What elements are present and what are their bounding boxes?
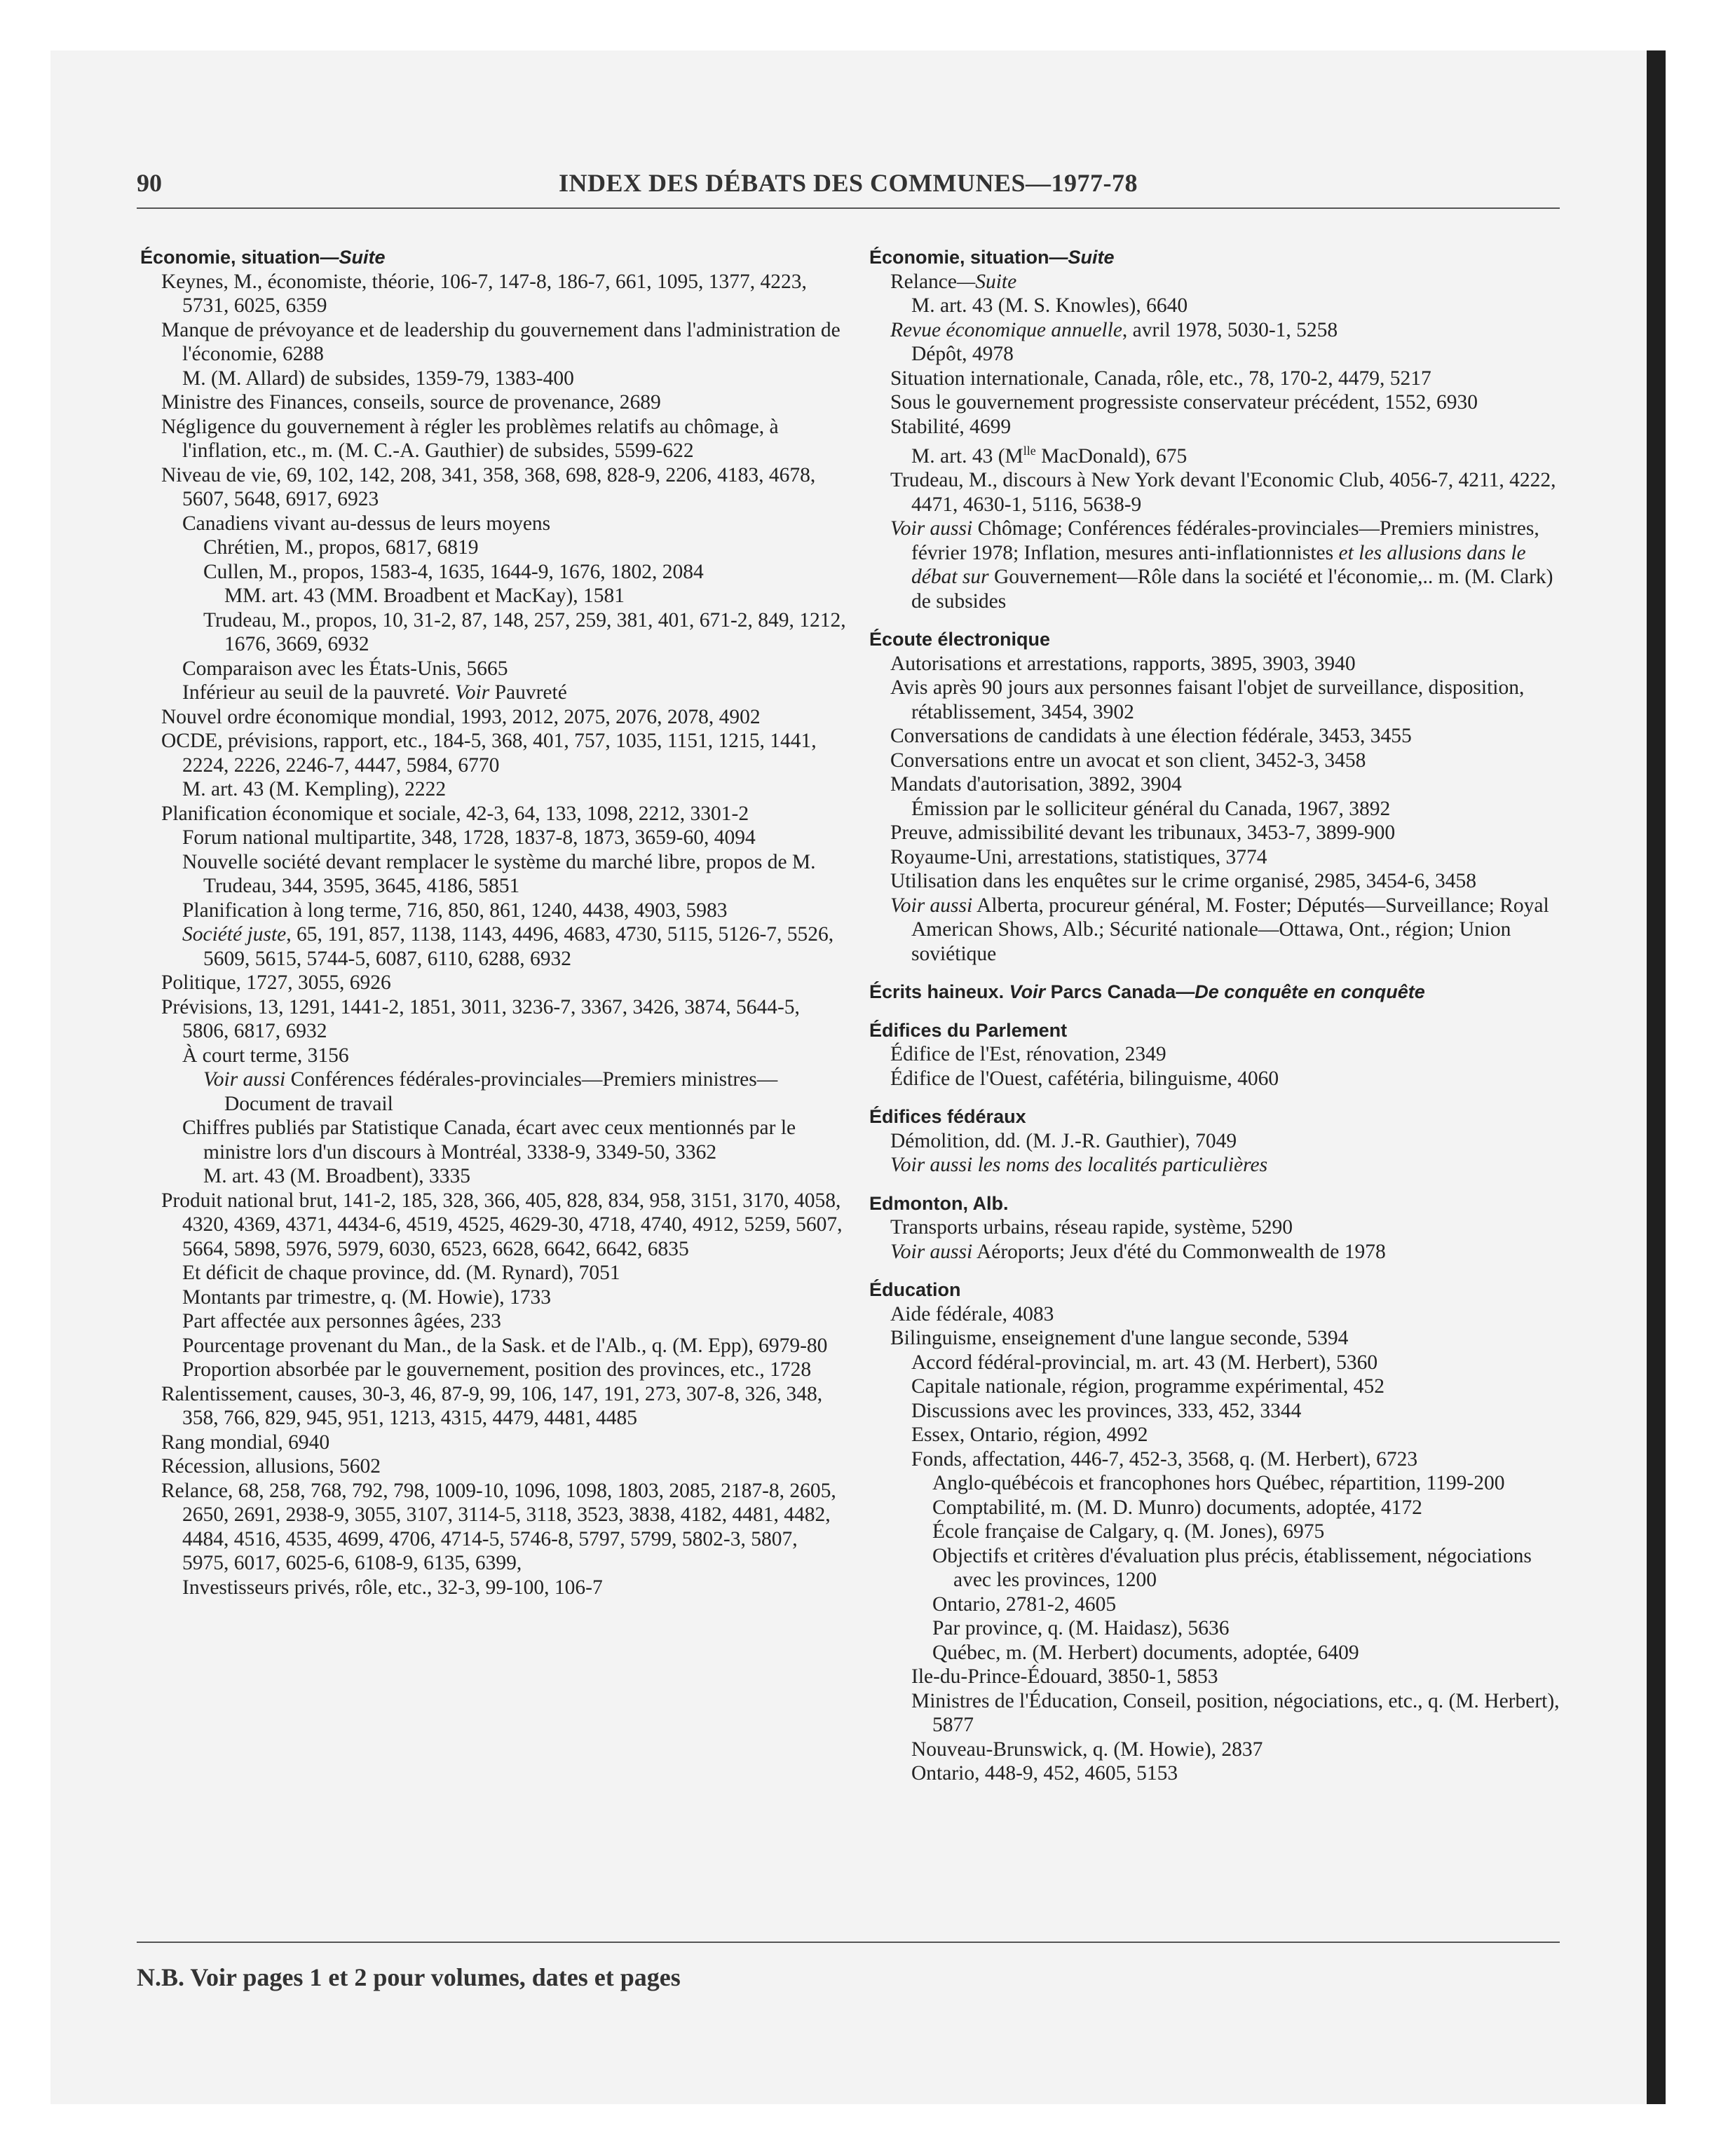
entry-italic-lead: Voir aussi: [890, 1240, 973, 1263]
entry-text: M. art. 43 (M. S. Knowles), 6640: [911, 294, 1188, 317]
index-entry: [869, 845, 1563, 870]
entry-text: Royaume-Uni, arrestations, statistiques, 3774: [890, 845, 1267, 868]
index-entry: [869, 749, 1563, 773]
entry-text: Chiffres publiés par Statistique Canada, écart avec ceux mentionnés par le ministre lors d'un discours à Montréal, 3338-9, 3349-50, 3362: [182, 1117, 796, 1164]
entry-text: Édifice de l'Ouest, cafétéria, bilinguisme, 4060: [890, 1067, 1279, 1090]
entry-text: Aide fédérale, 4083: [890, 1302, 1054, 1325]
index-entry: [869, 1665, 1563, 1689]
index-entry: [140, 729, 848, 777]
index-entry: [869, 1153, 1563, 1178]
index-entry: [869, 797, 1563, 821]
entry-text: Bilinguisme, enseignement d'une langue seconde, 5394: [890, 1327, 1349, 1350]
entry-text: Conversations entre un avocat et son client, 3452-3, 3458: [890, 749, 1366, 772]
index-entry: [869, 1689, 1563, 1738]
index-entry: [140, 415, 848, 463]
entry-after: Gouvernement—Rôle dans la société et l'économie,.. m. (M. Clark) de subsides: [911, 566, 1553, 613]
index-entry: [869, 869, 1563, 894]
entry-text: Stabilité, 4699: [890, 415, 1012, 438]
entry-text: Nouvelle société devant remplacer le système du marché libre, propos de M. Trudeau, 344, 3595, 3645, 4186, 5851: [182, 850, 816, 897]
entry-italic-lead: Société juste: [182, 923, 287, 946]
index-entry: [140, 1358, 848, 1382]
entry-text: Nouveau-Brunswick, q. (M. Howie), 2837: [911, 1738, 1263, 1761]
index-entry: [140, 1044, 848, 1068]
index-entry: [869, 439, 1563, 468]
entry-text: Émission par le solliciteur général du Canada, 1967, 3892: [911, 797, 1391, 820]
entry-text: Transports urbains, réseau rapide, système, 5290: [890, 1216, 1293, 1239]
entry-voir: Voir: [455, 681, 490, 704]
entry-text: Cullen, M., propos, 1583-4, 1635, 1644-9, 1676, 1802, 2084: [203, 560, 704, 583]
index-entry: [869, 1240, 1563, 1264]
entry-text: Trudeau, M., discours à New York devant l'Economic Club, 4056-7, 4211, 4222, 4471, 4630-1, 5116, 5638-9: [890, 469, 1556, 516]
page-header: [137, 168, 1560, 207]
index-entry: [140, 971, 848, 995]
index-entry: [869, 1302, 1563, 1327]
index-entry: [140, 512, 848, 536]
entry-text: Politique, 1727, 3055, 6926: [161, 971, 391, 994]
index-entry: [140, 705, 848, 730]
entry-text: M. (M. Allard) de subsides, 1359-79, 1383-400: [182, 367, 574, 390]
index-heading: [869, 1018, 1563, 1043]
index-entry: [140, 995, 848, 1044]
entry-text: Comparaison avec les États-Unis, 5665: [182, 657, 508, 680]
entry-text: Objectifs et critères d'évaluation plus précis, établissement, négociations avec les provinces, 1200: [932, 1544, 1532, 1592]
entry-text: Chômage; Conférences fédérales-provinciales—Premiers ministres, février 1978; Inflation, mesures anti-inflationnistes: [911, 517, 1539, 564]
index-entry: [869, 390, 1563, 415]
entry-text: Nouvel ordre économique mondial, 1993, 2012, 2075, 2076, 2078, 4902: [161, 705, 761, 728]
entry-text: Autorisations et arrestations, rapports, 3895, 3903, 3940: [890, 652, 1356, 675]
entry-text: Fonds, affectation, 446-7, 452-3, 3568, q. (M. Herbert), 6723: [911, 1447, 1418, 1471]
entry-text: Éducation: [869, 1279, 961, 1301]
entry-text: Écoute électronique: [869, 629, 1051, 650]
entry-italic-tail: De conquête en conquête: [1195, 981, 1425, 1003]
entry-text: Preuve, admissibilité devant les tribunaux, 3453-7, 3899-900: [890, 821, 1396, 845]
entry-text: Ontario, 2781-2, 4605: [932, 1592, 1117, 1616]
entry-suite: —Suite: [957, 270, 1017, 293]
index-entry: [140, 850, 848, 899]
index-entry: [869, 517, 1563, 613]
index-entry: [869, 1641, 1563, 1665]
entry-suite: —Suite: [1049, 247, 1115, 268]
entry-text: MM. art. 43 (MM. Broadbent et MacKay), 1581: [224, 585, 625, 607]
entry-italic-lead: Voir aussi: [890, 517, 973, 540]
footer-note: N.B. Voir pages 1 et 2 pour volumes, dates et pages: [137, 1963, 681, 1991]
entry-text: Montants par trimestre, q. (M. Howie), 1733: [182, 1285, 551, 1309]
entry-text: Démolition, dd. (M. J.-R. Gauthier), 7049: [890, 1129, 1237, 1152]
index-entry: [140, 826, 848, 850]
index-entry: [869, 1544, 1563, 1592]
entry-text: Dépôt, 4978: [911, 343, 1014, 365]
index-entry: [869, 1129, 1563, 1154]
index-entry: [869, 1326, 1563, 1351]
entry-text: Edmonton, Alb.: [869, 1192, 1009, 1214]
binding-edge: [1647, 50, 1666, 2104]
entry-italic-mid: et les allusions dans le débat sur: [911, 541, 1526, 589]
entry-text: Québec, m. (M. Herbert) documents, adoptée, 6409: [932, 1641, 1359, 1664]
index-entry: [869, 1374, 1563, 1399]
entry-text: , avril 1978, 5030-1, 5258: [1122, 318, 1338, 341]
index-entry: [869, 1423, 1563, 1447]
entry-text: Par province, q. (M. Haidasz), 5636: [932, 1617, 1230, 1640]
index-entry: [140, 681, 848, 705]
header-rule: [137, 207, 1560, 209]
entry-text: Mandats d'autorisation, 3892, 3904: [890, 773, 1182, 796]
index-entry: [869, 1447, 1563, 1472]
index-entry: [140, 1261, 848, 1285]
index-entry: [869, 1761, 1563, 1786]
entry-text: , 65, 191, 857, 1138, 1143, 4496, 4683, 4730, 5115, 5126-7, 5526, 5609, 5615, 5744-5, 6087, 6110, 6288, 6932: [203, 923, 834, 970]
entry-text: Niveau de vie, 69, 102, 142, 208, 341, 358, 368, 698, 828-9, 2206, 4183, 4678, 5607, 5648, 6917, 6923: [161, 463, 816, 510]
index-entry: [140, 1334, 848, 1358]
entry-text: Édifices du Parlement: [869, 1019, 1068, 1041]
index-entry: [140, 1431, 848, 1455]
entry-text: Rang mondial, 6940: [161, 1431, 330, 1454]
index-entry: [140, 318, 848, 367]
entry-text: Conversations de candidats à une élection fédérale, 3453, 3455: [890, 725, 1412, 748]
entry-text: Ile-du-Prince-Édouard, 3850-1, 5853: [911, 1665, 1218, 1688]
index-entry: [140, 1164, 848, 1189]
index-entry: [140, 1576, 848, 1600]
index-entry: [869, 294, 1563, 318]
index-heading: [869, 1192, 1563, 1216]
entry-after: Pauvreté: [489, 681, 567, 704]
entry-text: À court terme, 3156: [182, 1044, 349, 1067]
running-title: INDEX DES DÉBATS DES COMMUNES—1977-78: [559, 169, 1138, 197]
entry-text: Proportion absorbée par le gouvernement, position des provinces, etc., 1728: [182, 1358, 812, 1381]
index-heading: [869, 627, 1563, 652]
index-column-left: [140, 245, 848, 1599]
entry-text: Utilisation dans les enquêtes sur le crime organisé, 2985, 3454-6, 3458: [890, 870, 1476, 893]
index-entry: [869, 1592, 1563, 1617]
index-entry: [869, 1738, 1563, 1762]
footer-rule: [137, 1942, 1560, 1943]
index-entry: [140, 390, 848, 415]
entry-text: Écrits haineux.: [869, 981, 1005, 1003]
entry-text: Part affectée aux personnes âgées, 233: [182, 1310, 501, 1332]
index-entry: [869, 652, 1563, 676]
entry-text: Comptabilité, m. (M. D. Munro) documents, adoptée, 4172: [932, 1496, 1422, 1519]
index-entry: [869, 1399, 1563, 1424]
entry-text: Économie, situation: [140, 247, 320, 268]
entry-text: Keynes, M., économiste, théorie, 106-7, 147-8, 186-7, 661, 1095, 1377, 4223, 5731, 6025, 6359: [161, 270, 807, 317]
index-entry: [140, 657, 848, 681]
entry-text: Forum national multipartite, 348, 1728, 1837-8, 1873, 3659-60, 4094: [182, 826, 756, 849]
entry-text: École française de Calgary, q. (M. Jones), 6975: [932, 1520, 1325, 1543]
entry-text: Discussions avec les provinces, 333, 452, 3344: [911, 1399, 1302, 1422]
entry-text: Investisseurs privés, rôle, etc., 32-3, 99-100, 106-7: [182, 1576, 603, 1599]
index-entry: [140, 899, 848, 923]
index-entry: [869, 318, 1563, 343]
index-heading: [869, 1278, 1563, 1302]
entry-text: Alberta, procureur général, M. Foster; Députés—Surveillance; Royal American Shows, Alb.; Sécurité nationale—Ottawa, Ont., région; Union soviétique: [911, 894, 1549, 965]
entry-text: Ministres de l'Éducation, Conseil, position, négociations, etc., q. (M. Herbert), 5877: [911, 1689, 1560, 1737]
index-entry: [869, 1471, 1563, 1496]
index-entry: [140, 1454, 848, 1479]
index-entry: [869, 367, 1563, 391]
entry-text: Édifices fédéraux: [869, 1106, 1026, 1128]
index-heading: [869, 980, 1563, 1004]
entry-italic-lead: Voir aussi: [890, 894, 973, 917]
index-column-right: [869, 245, 1563, 1786]
entry-text: Pourcentage provenant du Man., de la Sask. et de l'Alb., q. (M. Epp), 6979-80: [182, 1334, 828, 1357]
index-entry: [140, 270, 848, 318]
entry-text: OCDE, prévisions, rapport, etc., 184-5, 368, 401, 757, 1035, 1151, 1215, 1441, 2224, 2226, 2246-7, 4447, 5984, 6770: [161, 730, 817, 777]
index-entry: [140, 777, 848, 802]
index-entry: [140, 1309, 848, 1334]
entry-text: M. art. 43 (M. Broadbent), 3335: [203, 1165, 470, 1187]
index-entry: [869, 468, 1563, 517]
index-entry: [140, 1285, 848, 1310]
entry-text: Situation internationale, Canada, rôle, etc., 78, 170-2, 4479, 5217: [890, 367, 1431, 390]
index-heading: [869, 1105, 1563, 1129]
index-entry: [140, 802, 848, 826]
entry-text: Produit national brut, 141-2, 185, 328, 366, 405, 828, 834, 958, 3151, 3170, 4058, 4320, 4369, 4371, 4434-6, 4519, 4525, 4629-30, 4718, 4740, 4912, 5259, 5607, 5664, 5898, 5976, 5979, 6030, 6523, 6628, 6642, 6642, 6835: [161, 1189, 843, 1260]
index-entry: [140, 922, 848, 971]
entry-italic-lead: Voir aussi: [203, 1068, 286, 1091]
entry-text: Canadiens vivant au-dessus de leurs moyens: [182, 512, 551, 535]
index-entry: [869, 1496, 1563, 1520]
index-entry: [140, 608, 848, 657]
entry-text: Récession, allusions, 5602: [161, 1455, 381, 1478]
entry-text: Chrétien, M., propos, 6817, 6819: [203, 536, 479, 559]
index-entry: [869, 676, 1563, 724]
entry-suite: —Suite: [320, 247, 386, 268]
index-entry: [869, 342, 1563, 367]
index-entry: [869, 724, 1563, 749]
index-entry: [140, 535, 848, 560]
entry-text: Planification économique et sociale, 42-3, 64, 133, 1098, 2212, 3301-2: [161, 802, 749, 825]
entry-text: M. art. 43 (M: [911, 444, 1023, 468]
entry-text: Inférieur au seuil de la pauvreté.: [182, 681, 450, 704]
entry-text: Prévisions, 13, 1291, 1441-2, 1851, 3011, 3236-7, 3367, 3426, 3874, 5644-5, 5806, 6817, 6932: [161, 995, 800, 1042]
index-entry: [869, 270, 1563, 294]
entry-text: Ralentissement, causes, 30-3, 46, 87-9, 99, 106, 147, 191, 273, 307-8, 326, 348, 358, 766, 829, 945, 951, 1213, 4315, 4479, 4481, 4485: [161, 1382, 823, 1429]
index-entry: [869, 1351, 1563, 1375]
entry-italic-lead: Revue économique annuelle: [890, 318, 1122, 341]
entry-text: Anglo-québécois et francophones hors Québec, répartition, 1199-200: [932, 1472, 1505, 1495]
entry-text: Conférences fédérales-provinciales—Premiers ministres—Document de travail: [224, 1068, 778, 1115]
entry-text: Aéroports; Jeux d'été du Commonwealth de 1978: [972, 1240, 1386, 1263]
index-heading: [869, 245, 1563, 270]
entry-text: Ontario, 448-9, 452, 4605, 5153: [911, 1762, 1178, 1785]
index-entry: [869, 1520, 1563, 1544]
entry-text: Relance, 68, 258, 768, 792, 798, 1009-10, 1096, 1098, 1803, 2085, 2187-8, 2605, 2650, 2691, 2938-9, 3055, 3107, 3114-5, 3118, 3523, 3838, 4182, 4481, 4482, 4484, 4516, 4535, 4699, 4706, 4714-5, 5746-8, 5797, 5799, 5802-3, 5807, 5975, 6017, 6025-6, 6108-9, 6135, 6399,: [161, 1479, 836, 1574]
entry-text: M. art. 43 (M. Kempling), 2222: [182, 778, 447, 800]
index-entry: [140, 560, 848, 585]
index-entry: [869, 894, 1563, 967]
page-number: 90: [137, 169, 162, 197]
entry-text: Accord fédéral-provincial, m. art. 43 (M. Herbert), 5360: [911, 1351, 1378, 1374]
entry-text: Manque de prévoyance et de leadership du gouvernement dans l'administration de l'économie, 6288: [161, 318, 841, 365]
index-entry: [140, 1382, 848, 1431]
entry-text: Planification à long terme, 716, 850, 861, 1240, 4438, 4903, 5983: [182, 899, 728, 922]
index-entry: [869, 821, 1563, 845]
index-entry: [869, 772, 1563, 797]
entry-text: Relance: [890, 270, 957, 293]
entry-text: Sous le gouvernement progressiste conservateur précédent, 1552, 6930: [890, 391, 1478, 414]
entry-text: Essex, Ontario, région, 4992: [911, 1424, 1148, 1447]
index-entry: [140, 1189, 848, 1262]
index-entry: [869, 1067, 1563, 1091]
entry-after: MacDonald), 675: [1035, 444, 1188, 468]
index-entry: [869, 1616, 1563, 1641]
entry-italic-lead: Voir aussi les noms des localités particulières: [890, 1154, 1268, 1177]
index-entry: [140, 1479, 848, 1576]
entry-text: Avis après 90 jours aux personnes faisant l'objet de surveillance, disposition, rétablissement, 3454, 3902: [890, 676, 1525, 723]
index-entry: [869, 415, 1563, 439]
entry-text: Trudeau, M., propos, 10, 31-2, 87, 148, 257, 259, 381, 401, 671-2, 849, 1212, 1676, 3669, 6932: [203, 608, 846, 655]
entry-text: Négligence du gouvernement à régler les problèmes relatifs au chômage, à l'inflation, etc., m. (M. C.-A. Gauthier) de subsides, 5599-622: [161, 415, 779, 462]
index-entry: [140, 1116, 848, 1164]
index-heading: [140, 245, 848, 270]
entry-text: Capitale nationale, région, programme expérimental, 452: [911, 1375, 1384, 1398]
index-entry: [140, 367, 848, 391]
index-entry: [140, 1067, 848, 1116]
index-entry: [140, 584, 848, 608]
index-entry: [140, 463, 848, 512]
entry-after: Parcs Canada—: [1045, 981, 1195, 1003]
index-entry: [869, 1042, 1563, 1067]
entry-superscript: lle: [1023, 444, 1036, 458]
entry-text: Économie, situation: [869, 247, 1049, 268]
entry-text: Ministre des Finances, conseils, source de provenance, 2689: [161, 391, 661, 414]
entry-text: Édifice de l'Est, rénovation, 2349: [890, 1043, 1166, 1066]
entry-text: Et déficit de chaque province, dd. (M. Rynard), 7051: [182, 1262, 620, 1284]
index-entry: [869, 1215, 1563, 1240]
entry-voir: Voir: [1004, 981, 1046, 1003]
